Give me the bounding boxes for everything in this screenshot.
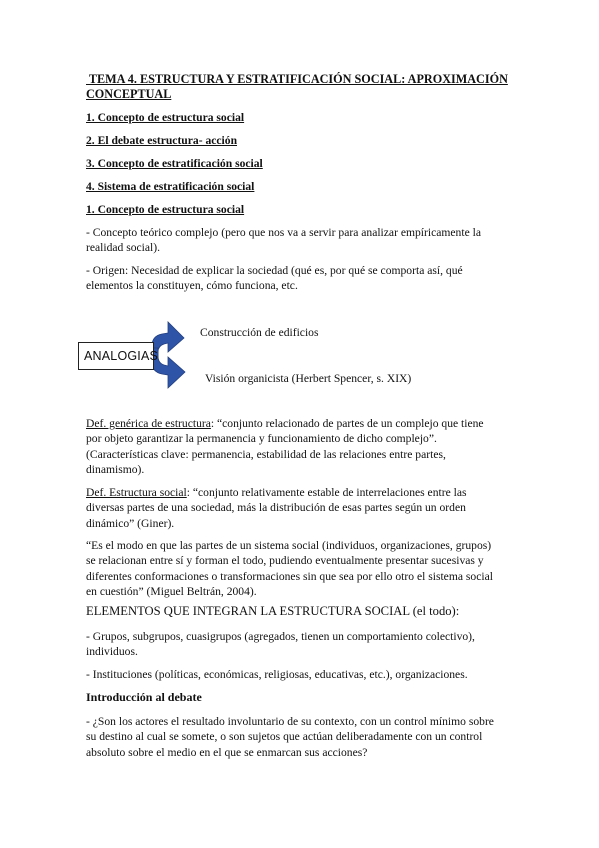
title-line-1: TEMA 4. ESTRUCTURA Y ESTRATIFICACIÓN SOCIAL: APROXIMACIÓN	[86, 72, 508, 86]
def-estructura-line-2: diversas partes de una sociedad, más la distribución de esas partes según un orden	[86, 501, 466, 515]
elementos-item-grupos-line-2: individuos.	[86, 645, 138, 659]
title-line-2: CONCEPTUAL	[86, 86, 172, 101]
def-generica-line-1-rest: : “conjunto relacionado de partes de un complejo que tiene	[210, 417, 484, 430]
def-estructura-paragraph	[86, 485, 506, 531]
bullet-origen-line-1: - Origen: Necesidad de explicar la sociedad (qué es, por qué se comporta así, qué	[86, 264, 463, 277]
def-generica-paragraph	[86, 416, 506, 477]
quote-line-2: se relacionan entre sí y forman el todo, pudiendo eventualmente presentar sucesivas y	[86, 554, 484, 568]
intro-debate-line-1: - ¿Son los actores el resultado involuntario de su contexto, con un control mínimo sobre	[86, 715, 494, 728]
toc-item-4: 4. Sistema de estratificación social	[86, 180, 255, 193]
def-generica-line-2: por objeto garantizar la permanencia y funcionamiento de dicho complejo”.	[86, 432, 437, 446]
def-generica-line-3: (Características clave: permanencia, estabilidad de las relaciones entre partes,	[86, 447, 446, 461]
def-estructura-term: Def. Estructura social	[86, 486, 187, 499]
def-generica-line-1	[86, 416, 506, 431]
quote-line-4: en cuestión” (Miguel Beltrán, 2004).	[86, 584, 257, 598]
bullet-origen-line-2: elementos la constituyen, cómo funciona, etc.	[86, 279, 298, 293]
toc-item-2: 2. El debate estructura- acción	[86, 134, 238, 147]
bullet-concepto-line-2: realidad social).	[86, 241, 161, 255]
def-generica-term: Def. genérica de estructura	[86, 417, 211, 430]
def-estructura-line-1-rest: : “conjunto relativamente estable de interrelaciones entre las	[186, 486, 467, 499]
elementos-item-instituciones	[86, 667, 506, 682]
analogias-box: ANALOGIAS	[78, 342, 154, 370]
toc-item-1: 1. Concepto de estructura social	[86, 111, 245, 124]
beltran-quote	[86, 538, 506, 599]
def-estructura-line-1	[86, 485, 506, 500]
def-estructura-line-3: dinámico” (Giner).	[86, 516, 175, 530]
intro-debate-line-3: absoluto sobre el medio en el que se enmarcan sus acciones?	[86, 745, 368, 759]
intro-debate-paragraph	[86, 714, 506, 760]
elementos-item-instituciones-line-1: - Instituciones (políticas, económicas, religiosas, educativas, etc.), organizaciones.	[86, 668, 468, 681]
quote-line-1: “Es el modo en que las partes de un sistema social (individuos, organizaciones, grupos)	[86, 539, 492, 552]
section-1-heading: 1. Concepto de estructura social	[86, 203, 245, 216]
analogy-organicista: Visión organicista (Herbert Spencer, s. XIX)	[205, 372, 412, 385]
elementos-item-grupos	[86, 629, 506, 660]
def-generica-line-4: dinamismo).	[86, 462, 145, 476]
quote-line-3: diferentes conformaciones o transformaciones sin que sea por ello otro el sistema social	[86, 569, 493, 583]
bullet-concepto-line-1: - Concepto teórico complejo (pero que nos va a servir para analizar empíricamente la	[86, 226, 481, 239]
elementos-item-grupos-line-1: - Grupos, subgrupos, cuasigrupos (agregados, tienen un comportamiento colectivo),	[86, 630, 475, 643]
intro-debate-line-2: su destino al cual se somete, o son sujetos que actúan deliberadamente con un control	[86, 730, 483, 744]
toc-item-3: 3. Concepto de estratificación social	[86, 157, 263, 170]
analogy-construccion: Construcción de edificios	[200, 326, 319, 339]
elementos-heading: ELEMENTOS QUE INTEGRAN LA ESTRUCTURA SOCIAL (el todo):	[86, 604, 460, 618]
intro-debate-heading: Introducción al debate	[86, 690, 202, 704]
